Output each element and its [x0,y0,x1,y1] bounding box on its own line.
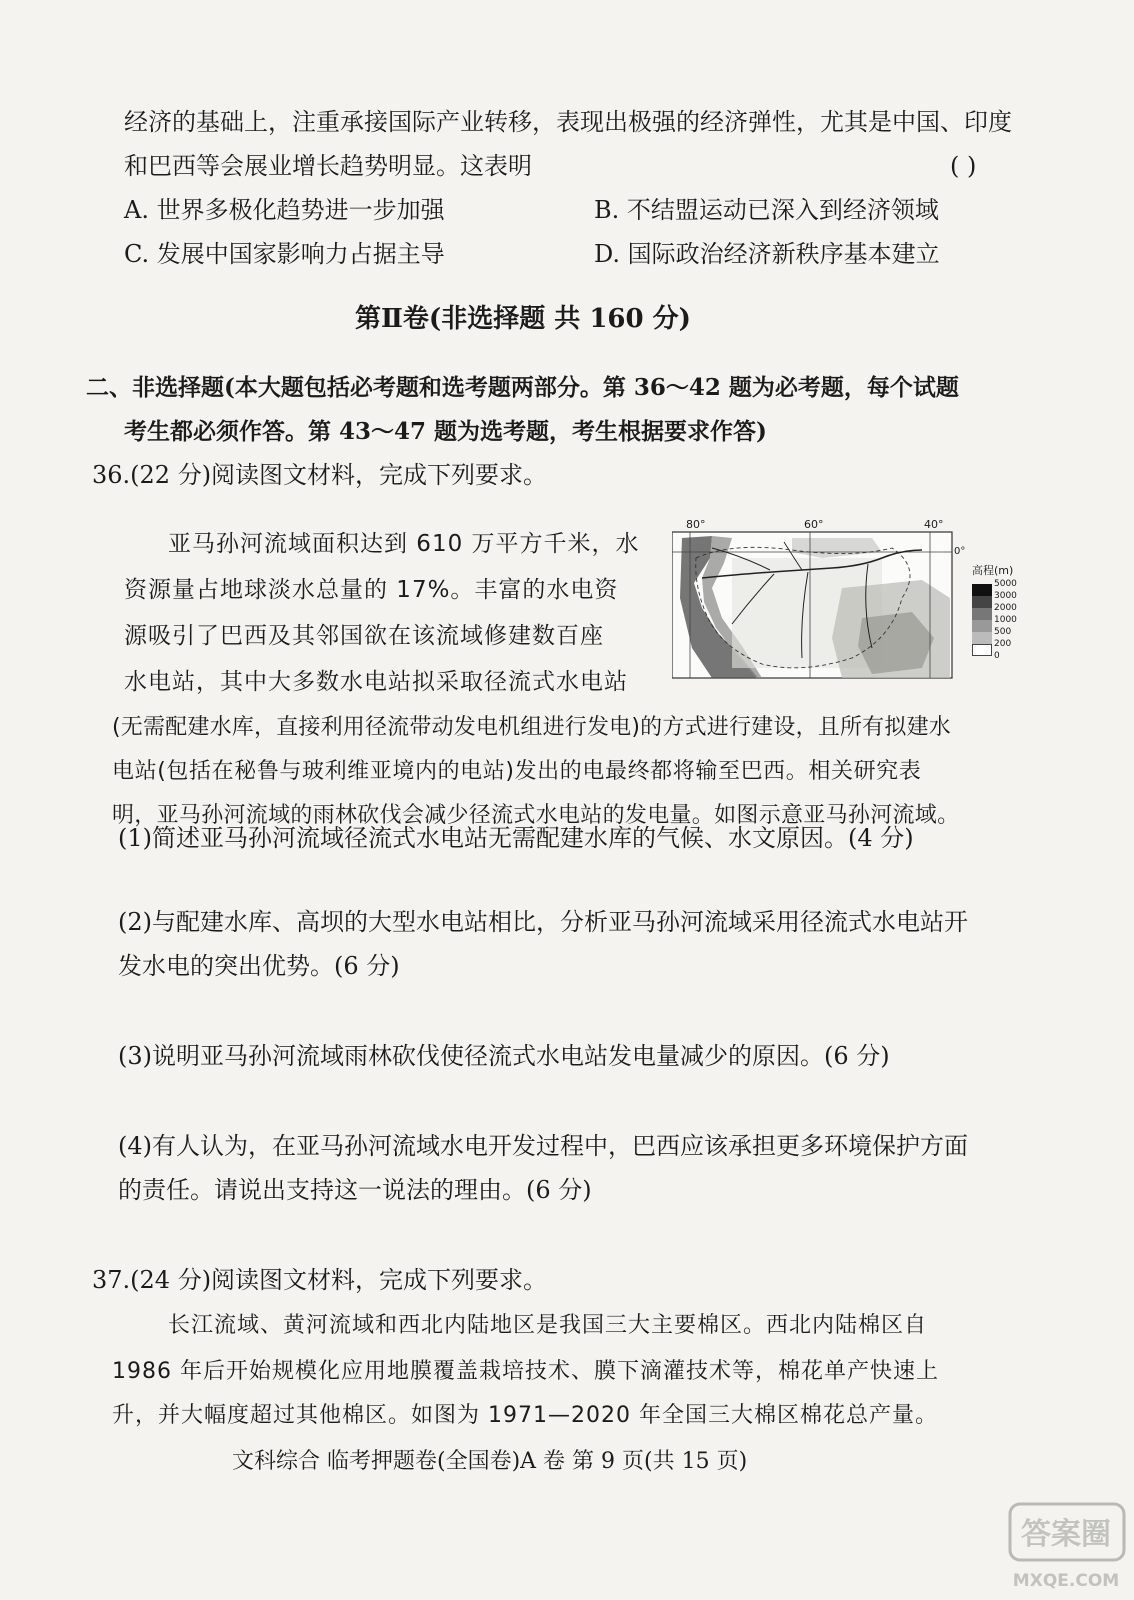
legend-value: 500 [994,627,1012,637]
question-37-header: 37.(24 分)阅读图文材料，完成下列要求。 [92,1266,548,1294]
legend-swatch [972,632,992,644]
amazon-basin-map [672,518,972,684]
material-line: 1986 年后开始规模化应用地膜覆盖栽培技术、膜下滴灌技术等，棉花单产快速上 [112,1359,939,1384]
legend-swatch [972,620,992,632]
option-c: C. 发展中国家影响力占据主导 [124,240,445,268]
sub-question-4: 的责任。请说出支持这一说法的理由。(6 分) [118,1176,592,1204]
question-36-header: 36.(22 分)阅读图文材料，完成下列要求。 [92,461,548,489]
material-line: 水电站，其中大多数水电站拟采取径流式水电站 [124,669,628,695]
legend-title: 高程(m) [972,564,1014,577]
sub-question-2: 发水电的突出优势。(6 分) [118,952,400,980]
legend-swatch [972,596,992,608]
legend-swatch [972,644,992,656]
section-instruction: 考生都必须作答。第 43～47 题为选考题，考生根据要求作答) [124,418,767,445]
question-text-line: 和巴西等会展业增长趋势明显。这表明 [124,152,532,180]
watermark-logo [1008,1502,1126,1594]
sub-question-2: (2)与配建水库、高坝的大型水电站相比，分析亚马孙河流域采用径流式水电站开 [118,908,968,936]
legend-value: 0 [994,651,1000,661]
material-line: 明，亚马孙河流域的雨林砍伐会减少径流式水电站的发电量。如图示意亚马孙河流域。 [112,803,960,828]
svg-text:答案圈: 答案圈 [1021,1517,1111,1552]
answer-bracket: ( ) [950,152,977,180]
material-line: 电站(包括在秘鲁与玻利维亚境内的电站)发出的电最终都将输至巴西。相关研究表 [112,759,922,784]
legend-value: 5000 [994,579,1017,589]
sub-question-4: (4)有人认为，在亚马孙河流域水电开发过程中，巴西应该承担更多环境保护方面 [118,1132,968,1160]
option-b: B. 不结盟运动已深入到经济领域 [594,196,939,224]
material-line: 资源量占地球淡水总量的 17%。丰富的水电资 [124,577,619,603]
material-line: 长江流域、黄河流域和西北内陆地区是我国三大主要棉区。西北内陆棉区自 [168,1313,928,1338]
section-instruction: 二、非选择题(本大题包括必考题和选考题两部分。第 36～42 题为必考题，每个试题 [86,374,959,401]
option-a: A. 世界多极化趋势进一步加强 [124,196,445,224]
svg-text:MXQE.COM: MXQE.COM [1012,1571,1120,1591]
section-title: 第Ⅱ卷(非选择题 共 160 分) [355,304,691,334]
material-line: 升，并大幅度超过其他棉区。如图为 1971—2020 年全国三大棉区棉花总产量。 [112,1403,938,1428]
legend-swatch [972,608,992,620]
material-line: 源吸引了巴西及其邻国欲在该流域修建数百座 [124,623,604,649]
sub-question-3: (3)说明亚马孙河流域雨林砍伐使径流式水电站发电量减少的原因。(6 分) [118,1042,890,1070]
legend-value: 3000 [994,591,1017,601]
legend-value: 200 [994,639,1012,649]
sub-question-1: (1)简述亚马孙河流域径流式水电站无需配建水库的气候、水文原因。(4 分) [118,824,914,852]
legend-swatch [972,584,992,596]
legend-value: 2000 [994,603,1017,613]
page-footer: 文科综合 临考押题卷(全国卷)A 卷 第 9 页(共 15 页) [232,1449,748,1474]
legend-value: 1000 [994,615,1017,625]
latitude-label: 0° [954,546,966,557]
material-line: 亚马孙河流域面积达到 610 万平方千米，水 [168,531,640,557]
question-text-line: 经济的基础上，注重承接国际产业转移，表现出极强的经济弹性，尤其是中国、印度 [124,108,1012,136]
longitude-label: 80° [686,518,706,531]
option-d: D. 国际政治经济新秩序基本建立 [594,240,940,268]
material-line: (无需配建水库，直接利用径流带动发电机组进行发电)的方式进行建设，且所有拟建水 [112,715,951,740]
longitude-label: 40° [924,518,944,531]
elevation-legend [972,562,1032,682]
longitude-label: 60° [804,518,824,531]
